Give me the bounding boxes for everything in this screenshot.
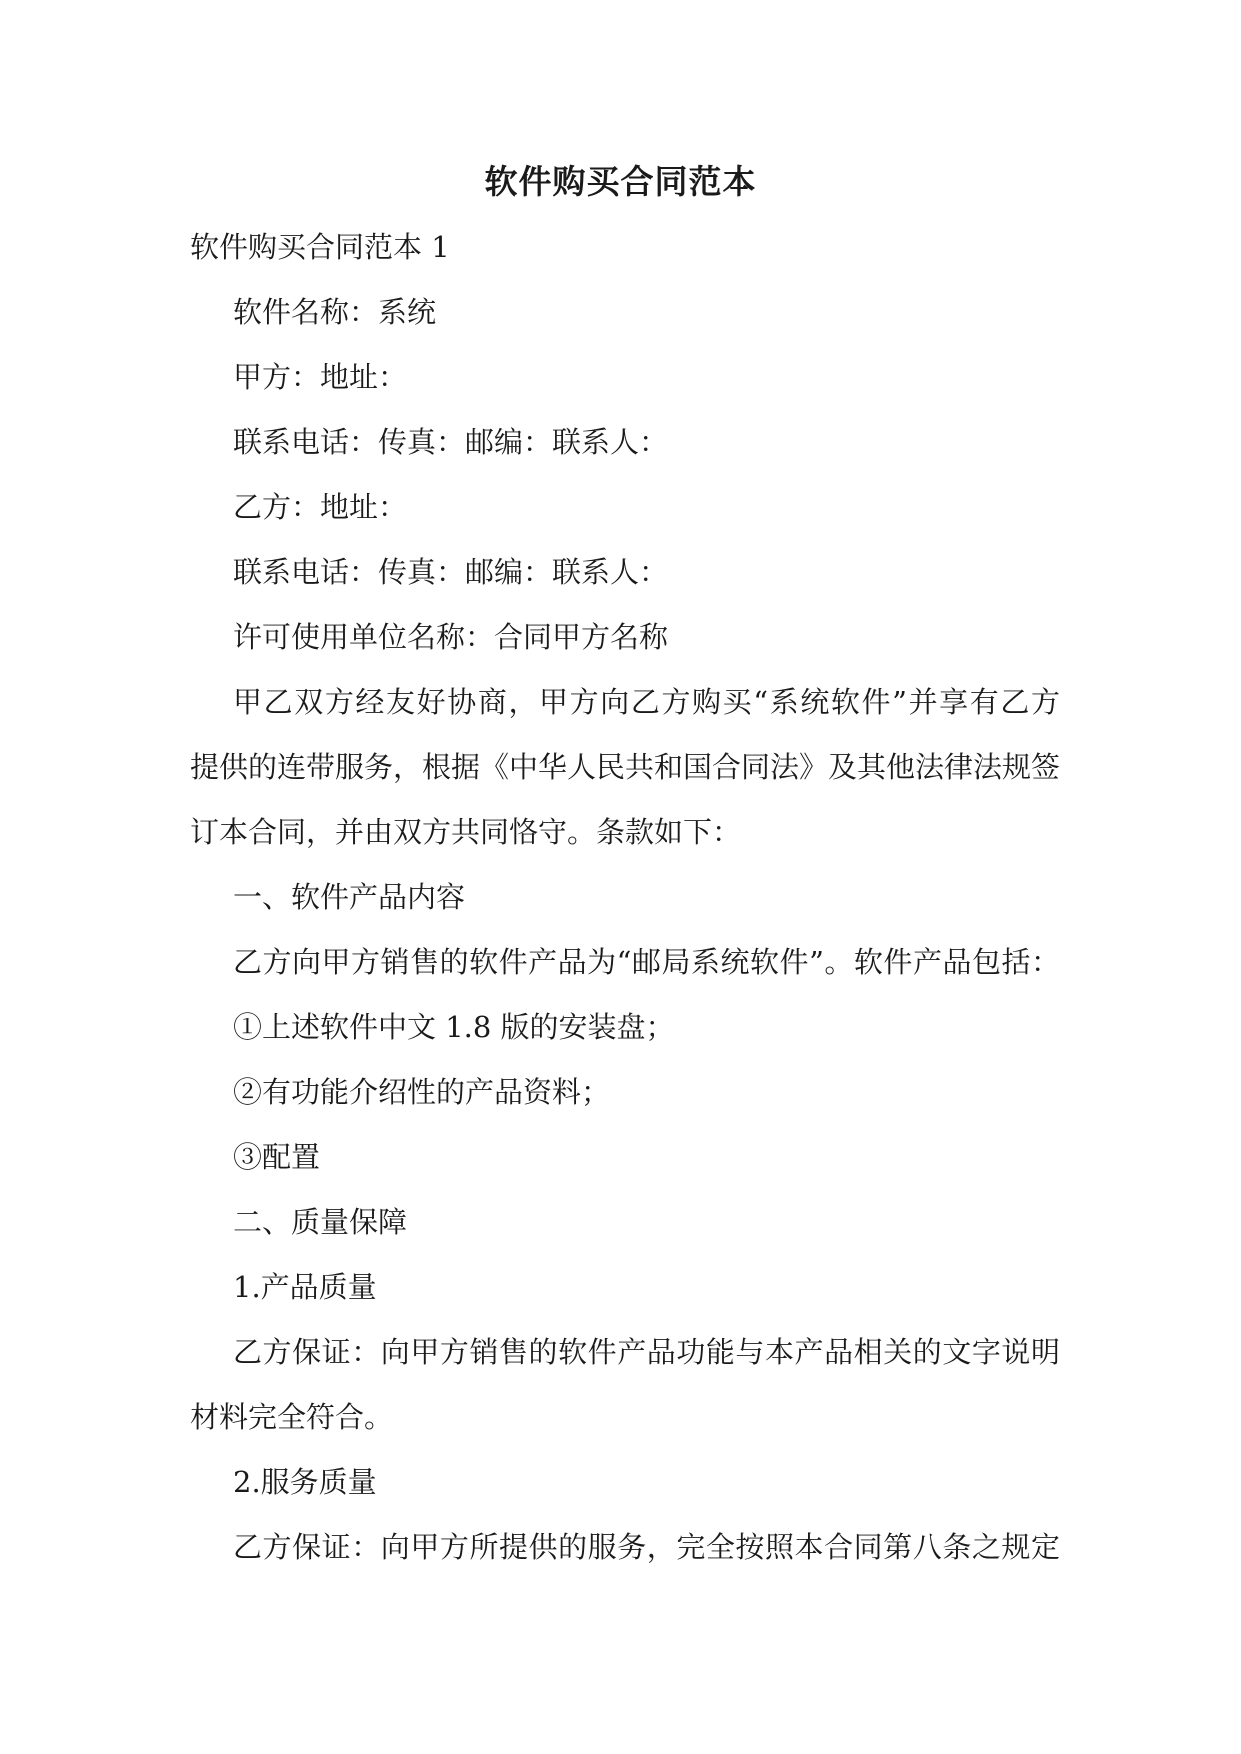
document-line: ③配置 <box>233 1140 321 1174</box>
document-body <box>190 222 1060 1587</box>
document-line: 乙方保证：向甲方销售的软件产品功能与本产品相关的文字说明 <box>233 1335 1060 1369</box>
document-line: 订本合同，并由双方共同恪守。条款如下： <box>190 815 742 849</box>
document-title: 软件购买合同范本 <box>484 162 757 201</box>
document-line: 甲乙双方经友好协商，甲方向乙方购买“系统软件”并享有乙方 <box>233 685 1060 719</box>
document-line: 一、软件产品内容 <box>233 880 466 914</box>
document-line: ②有功能介绍性的产品资料； <box>233 1075 611 1109</box>
document-line: 甲方：地址： <box>233 360 408 394</box>
document-line: 乙方：地址： <box>233 490 408 524</box>
document-line: 乙方保证：向甲方所提供的服务，完全按照本合同第八条之规定 <box>233 1530 1060 1564</box>
document-line: ①上述软件中文 1.8 版的安装盘； <box>233 1010 675 1044</box>
document-line: 软件购买合同范本 1 <box>190 230 450 264</box>
document-line: 材料完全符合。 <box>190 1400 394 1434</box>
document-line: 软件名称：系统 <box>233 295 437 329</box>
document-line: 联系电话：传真：邮编：联系人： <box>233 425 669 459</box>
document-line: 乙方向甲方销售的软件产品为“邮局系统软件”。软件产品包括： <box>233 945 1060 979</box>
document-line: 提供的连带服务，根据《中华人民共和国合同法》及其他法律法规签 <box>190 750 1061 784</box>
document-line: 1.产品质量 <box>233 1270 377 1304</box>
document-line: 二、质量保障 <box>233 1205 408 1239</box>
document-line: 许可使用单位名称：合同甲方名称 <box>233 620 669 654</box>
document-line: 联系电话：传真：邮编：联系人： <box>233 555 669 589</box>
document-line: 2.服务质量 <box>233 1465 377 1499</box>
